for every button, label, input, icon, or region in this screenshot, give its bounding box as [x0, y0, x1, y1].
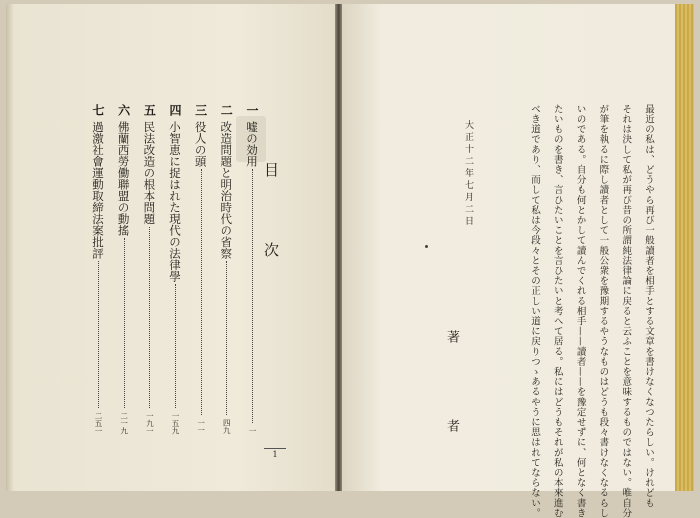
- toc-entry-number: 五: [142, 104, 157, 116]
- toc-leader-dots: [124, 238, 125, 408]
- preface-line: べき道であり、而して私は今段々とその正しい道に戻りつゝあるやうに思はれてならない。: [529, 104, 540, 518]
- toc-entry-page: 一一: [196, 419, 206, 434]
- toc-entry-number: 七: [91, 104, 105, 116]
- toc-entry-title: 役人の頭: [193, 121, 208, 167]
- toc-title: 目 次: [262, 162, 280, 287]
- toc-entry-page: 一五九: [170, 411, 180, 434]
- toc-entry-title: 過激社會運動取締法案批評: [91, 121, 105, 259]
- toc-leader-dots: [252, 169, 253, 423]
- preface-line: それは決して私が再び昔の所謂純法律論に戻ると云ふことを意味するものではない。唯自分: [620, 104, 632, 518]
- toc-entry-title: 小智恵に捉はれた現代の法律學: [167, 121, 182, 282]
- toc-entry: [167, 104, 183, 434]
- toc-leader-dots: [226, 261, 227, 415]
- preface-line: が筆を執るに際し讀者として一般公衆を豫期するやうなものはどうも段々書けなくなるらし: [597, 104, 609, 518]
- toc-entry-number: 二: [219, 104, 234, 116]
- toc-leader-dots: [149, 227, 150, 408]
- toc-entry-title: 改造問題と明治時代の省察: [219, 121, 234, 259]
- toc-entry: [141, 104, 157, 434]
- preface-line: たいものを書き、言ひたいことを言ひたいと考へて居る。私にはどうもそれが私の本來進む: [551, 104, 563, 518]
- toc-entry-page: 一: [247, 426, 257, 434]
- left-page: [6, 4, 335, 491]
- toc-entry-page: 二五一: [94, 411, 103, 434]
- toc-leader-dots: [201, 169, 202, 415]
- toc-entry-page: 一九一: [145, 411, 155, 434]
- toc-entry: [193, 104, 209, 434]
- toc-entry: [244, 104, 260, 434]
- toc-list: [90, 104, 260, 434]
- toc-entry-number: 六: [116, 104, 131, 116]
- preface-author: 著 者: [444, 330, 459, 469]
- preface-line: 最近の私は、どうやら再び一般讀者を相手とする文章を書けなくなつたらしい。けれども: [642, 104, 654, 508]
- toc-entry-title: 嘘の効用: [244, 121, 259, 167]
- left-page-edge: [6, 4, 14, 491]
- preface-text: [528, 104, 654, 518]
- toc-entry-number: 一: [244, 104, 259, 116]
- page-fore-edge: [675, 4, 694, 491]
- page-folio: 1: [264, 448, 286, 459]
- book-spread: [6, 4, 694, 518]
- toc-entry: [90, 104, 106, 434]
- toc-entry-number: 三: [193, 104, 208, 116]
- preface-date: 大正十二年七月二日: [463, 120, 473, 228]
- toc-entry-number: 四: [167, 104, 182, 116]
- toc-leader-dots: [98, 261, 99, 408]
- toc-leader-dots: [175, 284, 176, 408]
- toc-entry: [218, 104, 234, 434]
- toc-entry-title: 佛蘭西勞働聯盟の動搖: [116, 121, 131, 236]
- toc-entry: [116, 104, 132, 434]
- book-gutter: [335, 4, 342, 491]
- toc-entry-page: 二一九: [119, 411, 129, 434]
- toc-entry-page: 四九: [222, 419, 232, 434]
- preface-line: いのである。自分も何とかして讀んでくれる相手——讀者——を豫定せずに、何となく書き: [574, 104, 586, 518]
- ink-spot: [425, 245, 428, 248]
- toc-entry-title: 民法改造の根本問題: [142, 121, 157, 225]
